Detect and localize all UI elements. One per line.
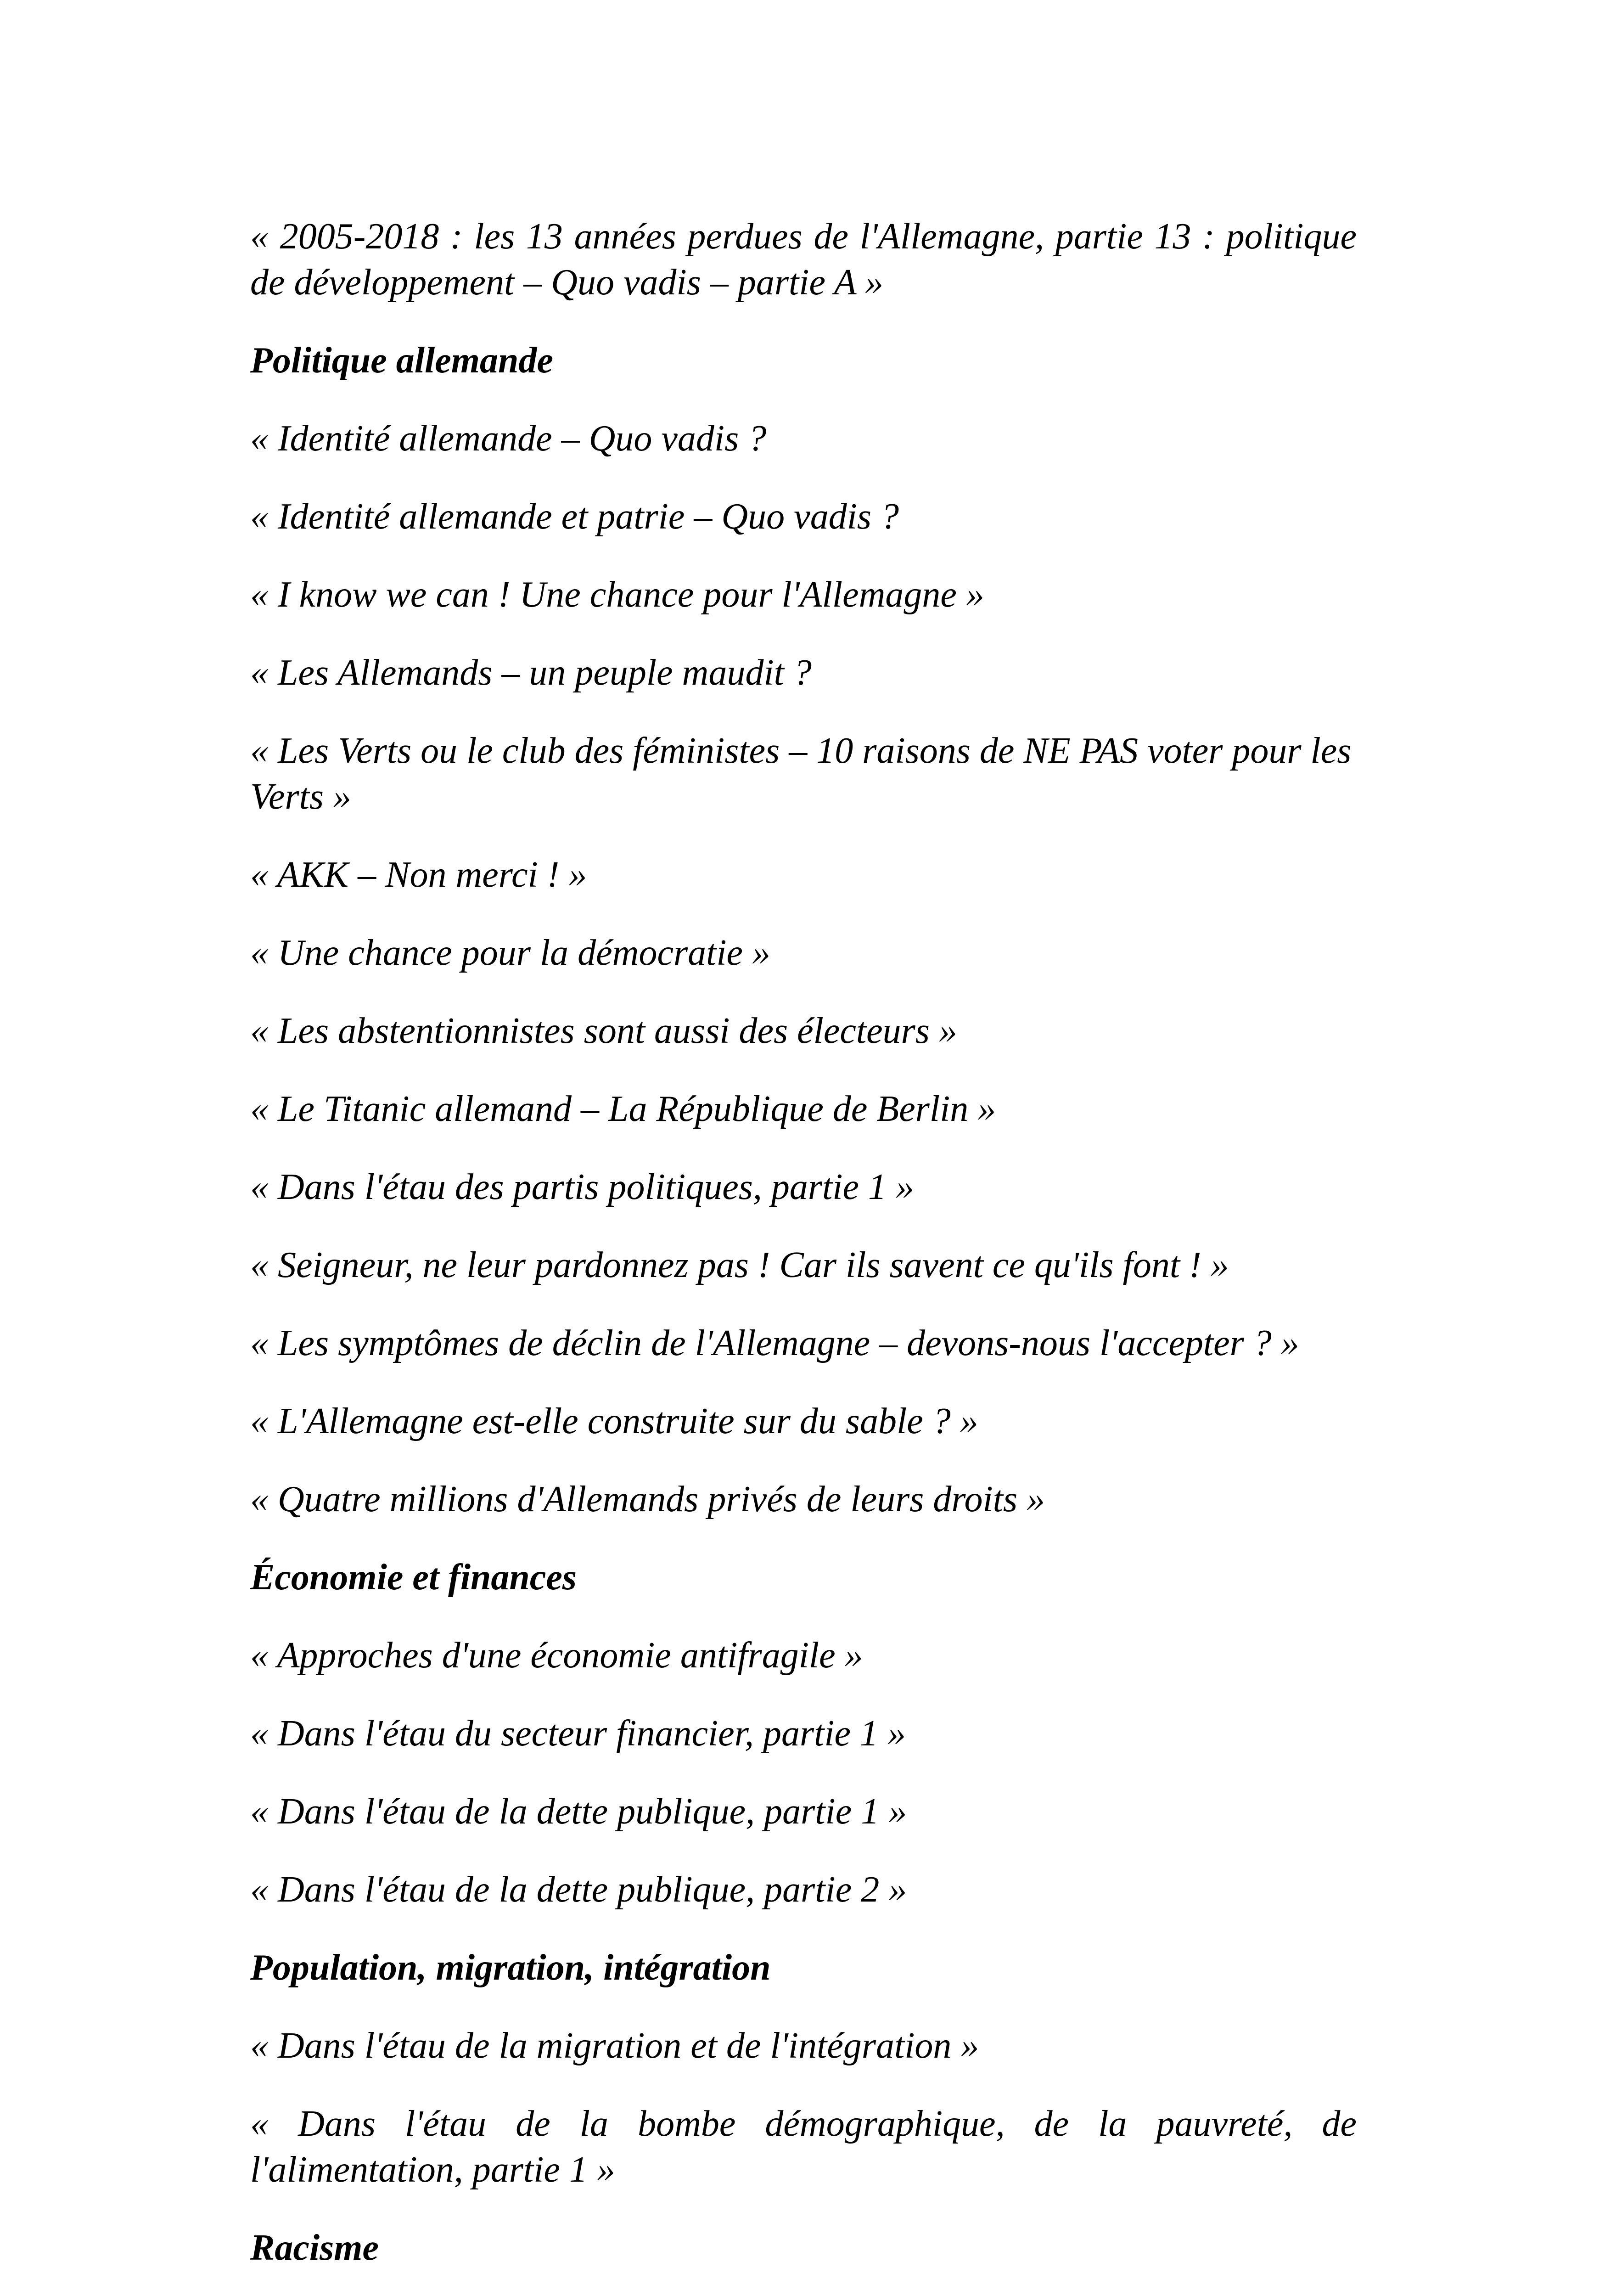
section-economie-finances <box>250 1554 1357 1913</box>
intro-paragraph: « 2005-2018 : les 13 années perdues de l'Allemagne, partie 13 : politique de développement – Quo vadis – partie A » <box>250 216 1357 303</box>
list-item: « Dans l'étau de la bombe démographique, de la pauvreté, de l'alimentation, partie 1 » <box>250 2104 1357 2190</box>
list-item: « Dans l'étau du secteur financier, partie 1 » <box>250 1713 906 1754</box>
list-item: « Le Titanic allemand – La République de Berlin » <box>250 1089 996 1129</box>
list-item: « Dans l'étau de la dette publique, partie 2 » <box>250 1869 907 1910</box>
list-item: « Quatre millions d'Allemands privés de leurs droits » <box>250 1479 1045 1519</box>
document-page <box>250 214 1357 2296</box>
section-heading: Population, migration, intégration <box>250 1947 771 1988</box>
list-item: « Les abstentionnistes sont aussi des électeurs » <box>250 1011 957 1051</box>
list-item: « AKK – Non merci ! » <box>250 855 587 895</box>
section-politique-allemande <box>250 338 1357 1522</box>
section-racisme <box>250 2225 1357 2271</box>
list-item: « L'Allemagne est-elle construite sur du sable ? » <box>250 1401 978 1441</box>
list-item: « Seigneur, ne leur pardonnez pas ! Car ils savent ce qu'ils font ! » <box>250 1245 1229 1285</box>
list-item: « Approches d'une économie antifragile » <box>250 1635 863 1676</box>
list-item: « Les symptômes de déclin de l'Allemagne – devons-nous l'accepter ? » <box>250 1323 1299 1363</box>
section-heading: Économie et finances <box>250 1557 577 1598</box>
section-heading: Politique allemande <box>250 340 553 381</box>
list-item: « Dans l'étau de la dette publique, partie 1 » <box>250 1791 907 1832</box>
list-item: « I know we can ! Une chance pour l'Allemagne » <box>250 574 984 615</box>
list-item: « Dans l'étau des partis politiques, partie 1 » <box>250 1167 914 1207</box>
list-item: « Les Allemands – un peuple maudit ? <box>250 653 812 693</box>
list-item: « Une chance pour la démocratie » <box>250 933 771 973</box>
list-item: « Identité allemande – Quo vadis ? <box>250 418 767 459</box>
list-item: « Les Verts ou le club des féministes – 10 raisons de NE PAS voter pour les Verts » <box>250 731 1352 817</box>
list-item: « Dans l'étau de la migration et de l'intégration » <box>250 2026 979 2066</box>
list-item: « Identité allemande et patrie – Quo vadis ? <box>250 496 899 537</box>
section-population-migration <box>250 1945 1357 2193</box>
section-heading: Racisme <box>250 2228 379 2268</box>
